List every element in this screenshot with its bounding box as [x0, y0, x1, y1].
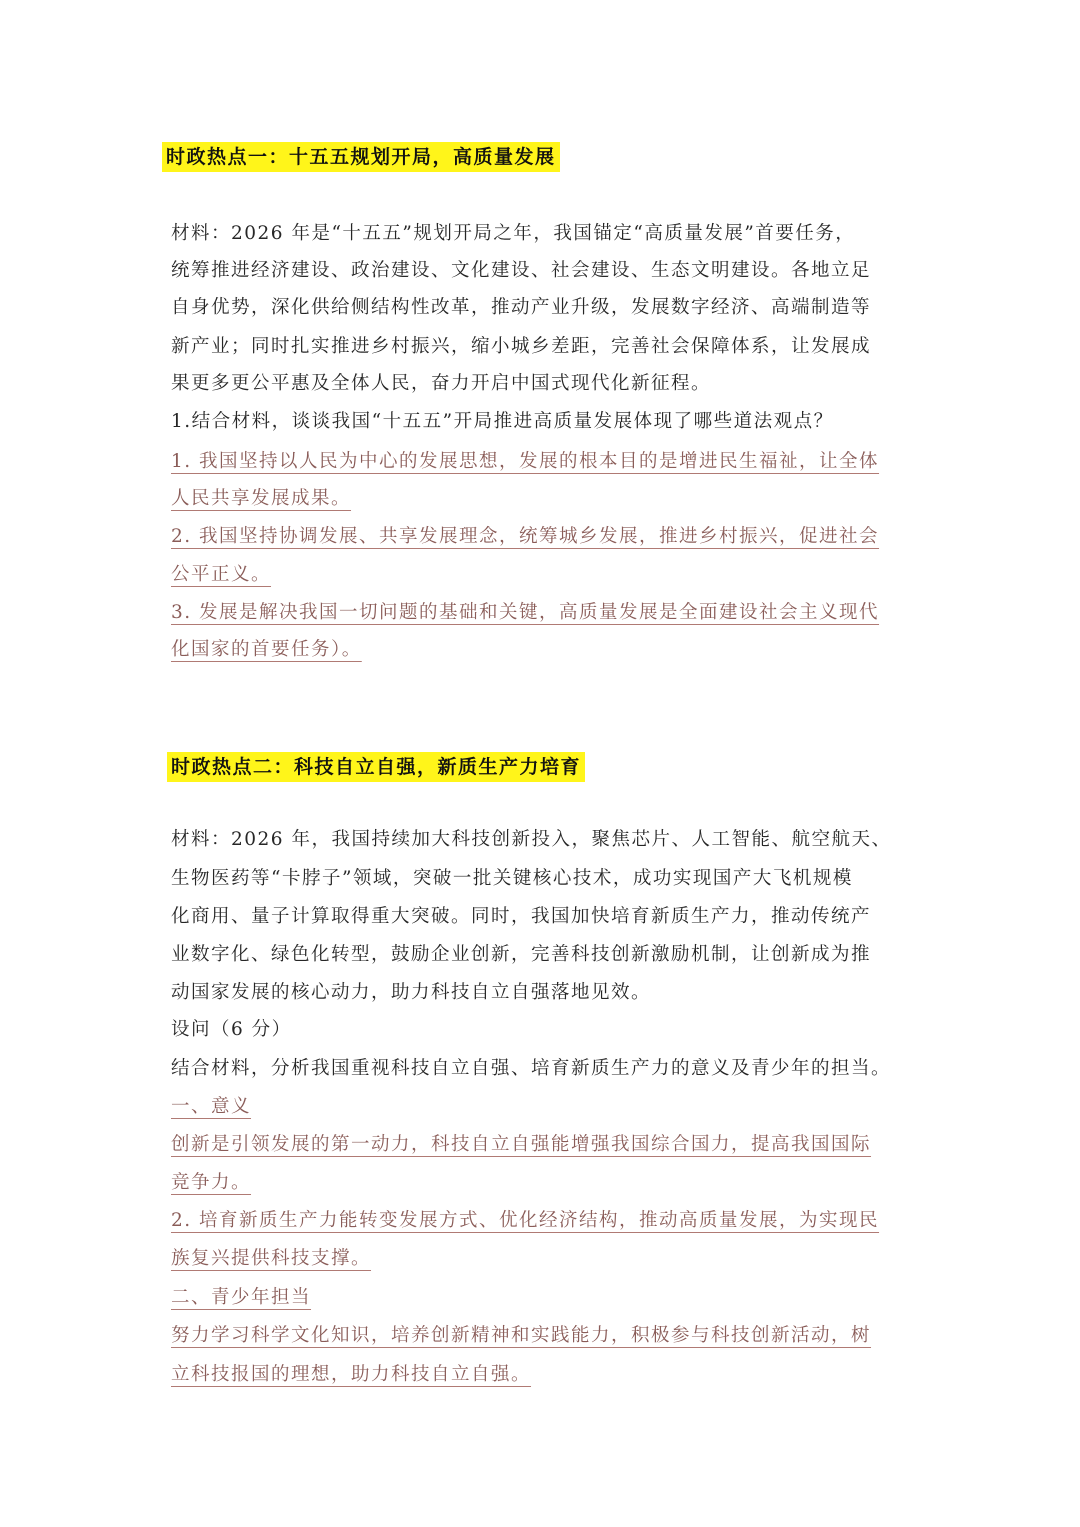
material-1-line-4: 新产业；同时扎实推进乡村振兴，缩小城乡差距，完善社会保障体系，让发展成	[171, 336, 872, 357]
question-2-label: 设问（6 分）	[171, 1019, 292, 1040]
answer-2-line-8: 立科技报国的理想，助力科技自立自强。	[171, 1364, 532, 1385]
material-1-line-5: 果更多更公平惠及全体人民，奋力开启中国式现代化新征程。	[171, 373, 712, 394]
answer-1-line-4: 公平正义。	[171, 564, 272, 585]
material-1-line-2: 统筹推进经济建设、政治建设、文化建设、社会建设、生态文明建设。各地立足	[171, 260, 872, 281]
answer-2-line-7: 努力学习科学文化知识，培养创新精神和实践能力，积极参与科技创新活动，树	[171, 1325, 872, 1346]
answer-2-line-3: 竞争力。	[171, 1172, 252, 1193]
section-1-heading: 时政热点一：十五五规划开局，高质量发展	[162, 142, 560, 172]
answer-1-line-5: 3. 发展是解决我国一切问题的基础和关键，高质量发展是全面建设社会主义现代	[171, 602, 880, 623]
answer-2-line-4: 2. 培育新质生产力能转变发展方式、优化经济结构，推动高质量发展，为实现民	[171, 1210, 880, 1231]
answer-1-line-3: 2. 我国坚持协调发展、共享发展理念，统筹城乡发展，推进乡村振兴，促进社会	[171, 526, 880, 547]
answer-1-line-6: 化国家的首要任务）。	[171, 639, 362, 660]
answer-2-line-1: 一、意义	[171, 1096, 252, 1117]
material-2-line-5: 动国家发展的核心动力，助力科技自立自强落地见效。	[171, 982, 652, 1003]
material-1-line-3: 自身优势，深化供给侧结构性改革，推动产业升级，发展数字经济、高端制造等	[171, 297, 872, 318]
answer-2-line-6: 二、青少年担当	[171, 1287, 312, 1308]
answer-2-line-5: 族复兴提供科技支撑。	[171, 1248, 372, 1269]
question-1: 1.结合材料，谈谈我国“十五五”开局推进高质量发展体现了哪些道法观点？	[171, 411, 834, 432]
material-1-line-1: 材料：2026 年是“十五五”规划开局之年，我国锚定“高质量发展”首要任务，	[171, 223, 856, 244]
material-2-line-4: 业数字化、绿色化转型，鼓励企业创新，完善科技创新激励机制，让创新成为推	[171, 944, 872, 965]
material-2-line-3: 化商用、量子计算取得重大突破。同时，我国加快培育新质生产力，推动传统产	[171, 906, 872, 927]
material-2-line-2: 生物医药等“卡脖子”领域，突破一批关键核心技术，成功实现国产大飞机规模	[171, 868, 853, 889]
question-2: 结合材料，分析我国重视科技自立自强、培育新质生产力的意义及青少年的担当。	[171, 1058, 892, 1079]
answer-2-line-2: 创新是引领发展的第一动力，科技自立自强能增强我国综合国力，提高我国国际	[171, 1134, 872, 1155]
section-2-heading: 时政热点二：科技自立自强，新质生产力培育	[167, 752, 585, 782]
material-2-line-1: 材料：2026 年，我国持续加大科技创新投入，聚焦芯片、人工智能、航空航天、	[171, 829, 892, 850]
answer-1-line-1: 1. 我国坚持以人民为中心的发展思想，发展的根本目的是增进民生福祉，让全体	[171, 451, 880, 472]
answer-1-line-2: 人民共享发展成果。	[171, 488, 352, 509]
